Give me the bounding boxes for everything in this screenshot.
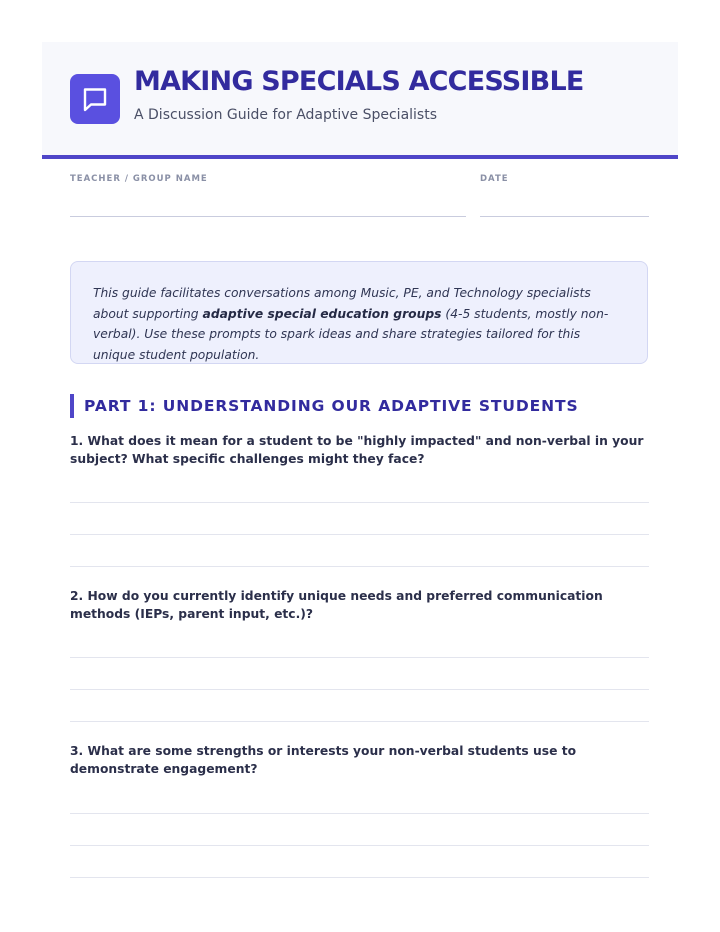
- answer-line[interactable]: [70, 877, 649, 878]
- question-1: 1. What does it mean for a student to be "highly impacted" and non-verbal in your subject? What specific challenges might they face?: [70, 434, 644, 466]
- date-field[interactable]: [480, 216, 649, 217]
- answer-line[interactable]: [70, 657, 649, 658]
- page-title: MAKING SPECIALS ACCESSIBLE: [134, 66, 584, 97]
- intro-emphasis: adaptive special education groups: [202, 306, 442, 321]
- teacher-name-label: TEACHER / GROUP NAME: [70, 174, 208, 184]
- teacher-name-field[interactable]: [70, 216, 466, 217]
- answer-line[interactable]: [70, 845, 649, 846]
- intro-box: [70, 261, 648, 364]
- page-subtitle: A Discussion Guide for Adaptive Specialists: [134, 107, 438, 123]
- question-3: 3. What are some strengths or interests your non-verbal students use to demonstrate engagement?: [70, 744, 577, 776]
- answer-line[interactable]: [70, 534, 649, 535]
- answer-line[interactable]: [70, 566, 649, 567]
- answer-line[interactable]: [70, 721, 649, 722]
- chat-bubble-icon: [81, 85, 109, 113]
- answer-line[interactable]: [70, 813, 649, 814]
- logo: [70, 74, 120, 124]
- intro-text: This guide facilitates conversations among Music, PE, and Technology specialists about supporting: [93, 286, 591, 321]
- intro-text-continued: (4-5 students, mostly non-verbal). Use these prompts to spark ideas and share strategies tailored for this unique student population.: [93, 306, 609, 362]
- page-header: [42, 42, 678, 159]
- answer-line[interactable]: [70, 689, 649, 690]
- question-2: 2. How do you currently identify unique needs and preferred communication methods (IEPs, parent input, etc.)?: [70, 589, 603, 621]
- answer-line[interactable]: [70, 502, 649, 503]
- section-heading: PART 1: UNDERSTANDING OUR ADAPTIVE STUDENTS: [70, 394, 579, 418]
- date-label: DATE: [480, 174, 509, 184]
